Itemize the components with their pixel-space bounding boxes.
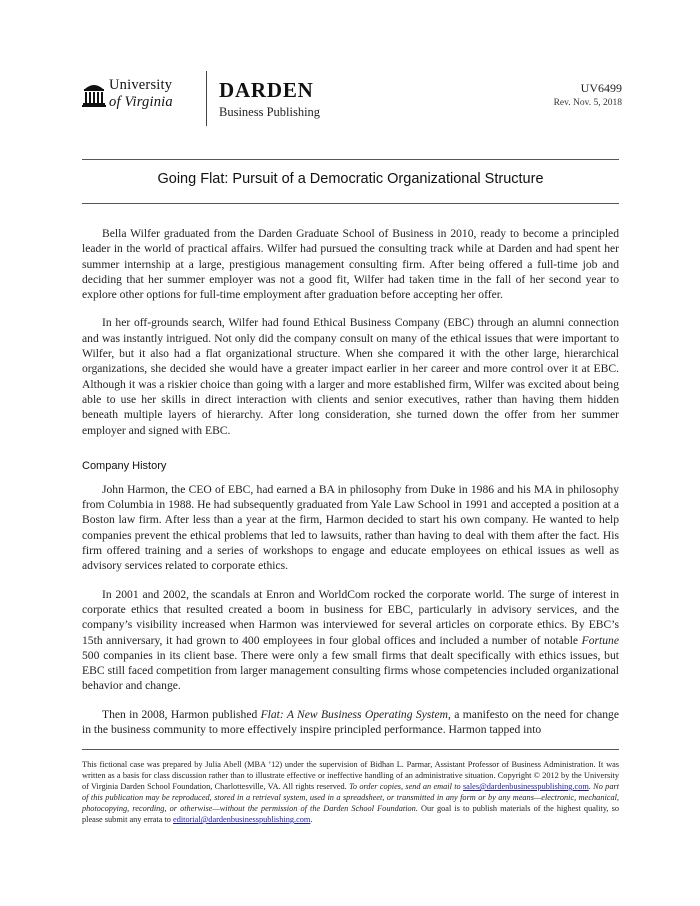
paragraph-intro-1: Bella Wilfer graduated from the Darden Graduate School of Business in 2010, ready to become a principled leader in the world of practical affairs. Wilfer had pursued the consulting track while at Darden and had spent her summer internship at a large, prestigious management consulting firm. After being offered a full-time job and deciding that her summer employer was not a good fit, Wilfer had taken time in the fall of her second year to explore other options for full-time employment after graduation before accepting her offer. <box>82 227 619 302</box>
sales-email-link[interactable]: sales@dardenbusinesspublishing.com <box>462 782 589 791</box>
document-number <box>554 81 622 108</box>
footnote-text: . <box>310 815 313 824</box>
darden-logo <box>219 80 320 120</box>
text-run: 500 companies in its client base. There were only a few small firms that dealt specifically with ethics issues, but EBC still faced competition from larger management consulting firms whose competencies included organizational behavior and change. <box>82 648 619 693</box>
footnote-text: Our goal is to publish materials of the highest quality, so please submit any errata to <box>82 804 619 824</box>
italic-text: Fortune <box>581 633 619 647</box>
text-run: , a manifesto on the need for change in the business community to more effectively inspire principled performance. Harmon tapped into <box>82 707 619 737</box>
title-rule-bottom <box>82 203 619 204</box>
title-rule-top <box>82 159 619 160</box>
footnote-text: This fictional case was prepared by Julia Abell (MBA ’12) under the supervision of Bidhan L. Parmar, Assistant Professor of Business Administration. It was written as a basis for class discussion rather than to illustrate effective or ineffective handling of an administrative situation. Copyright © 2012 by the University of Virginia Darden School Foundation, Charlottesville, VA. All rights reserved. <box>82 760 619 791</box>
document-body <box>82 226 619 750</box>
publisher-name: DARDEN <box>219 78 314 102</box>
footnote <box>82 759 619 825</box>
page-title: Going Flat: Pursuit of a Democratic Organizational Structure <box>157 171 544 187</box>
footnote-italic: To order copies, send an email to <box>349 782 463 791</box>
publisher-subtitle: Business Publishing <box>219 105 321 119</box>
uva-wordmark <box>109 78 173 109</box>
paragraph-intro-2: In her off-grounds search, Wilfer had found Ethical Business Company (EBC) through an alumni connection and was instantly intrigued. Not only did the company consult on many of the ethical issues that were important to Wilfer, but it also had a flat organizational structure. When she compared it with the other large, hierarchical organizations, she decided she would have a greater impact earlier in her career and more control over it at EBC. Although it was a riskier choice than going with a larger and more established firm, Wilfer was excited about being able to use her skills in direct interaction with clients and senior executives, rather than having them hidden beneath multiple layers of hierarchy. After long consideration, she turned down the offer from her summer employer and signed with EBC. <box>82 316 619 437</box>
header-divider <box>206 71 207 126</box>
text-run: Then in 2008, Harmon published <box>102 707 261 721</box>
paragraph-history-2 <box>82 587 619 694</box>
footnote-rule <box>82 749 619 750</box>
book-title: Flat: A New Business Operating System <box>260 707 449 721</box>
uva-logo <box>82 78 202 114</box>
footnote-italic: . No part of this publication may be reproduced, stored in a retrieval system, used in a spreadsheet, or transmitted in any form or by any means—electronic, mechanical, photocopying, recording, or otherwise—without the permission of the Darden School Foundation. <box>82 782 619 813</box>
case-id: UV6499 <box>580 81 622 95</box>
editorial-email-link[interactable]: editorial@dardenbusinesspublishing.com <box>173 815 311 824</box>
revision-date: Rev. Nov. 5, 2018 <box>553 98 622 108</box>
uva-line-1: University <box>109 77 173 93</box>
page-header <box>82 68 622 128</box>
text-run: In 2001 and 2002, the scandals at Enron and WorldCom rocked the corporate world. The surge of interest in corporate ethics that resulted created a boom in business for EBC, particularly in advisory services, and the company’s visibility increased when Harmon was interviewed for several articles on corporate ethics. By EBC’s 15th anniversary, it had grown to 400 employees in four global offices and included a number of notable <box>82 587 619 647</box>
section-heading: Company History <box>82 459 167 472</box>
paragraph-history-1: John Harmon, the CEO of EBC, had earned a BA in philosophy from Duke in 1986 and his MA in philosophy from Columbia in 1988. He had subsequently graduated from Yale Law School in 1991 and accepted a position at a Boston law firm. After less than a year at the firm, Harmon decided to start his own company. He wanted to help companies prevent the ethical problems that led to lawsuits, rather than having to deal with them after the fact. His firm offered training and a series of workshops to engage and educate employees on ethical issues as well as advisory services related to corporate ethics. <box>82 482 619 573</box>
rotunda-icon <box>82 81 106 107</box>
paragraph-history-3 <box>82 707 619 738</box>
uva-line-2: of Virginia <box>109 93 173 110</box>
